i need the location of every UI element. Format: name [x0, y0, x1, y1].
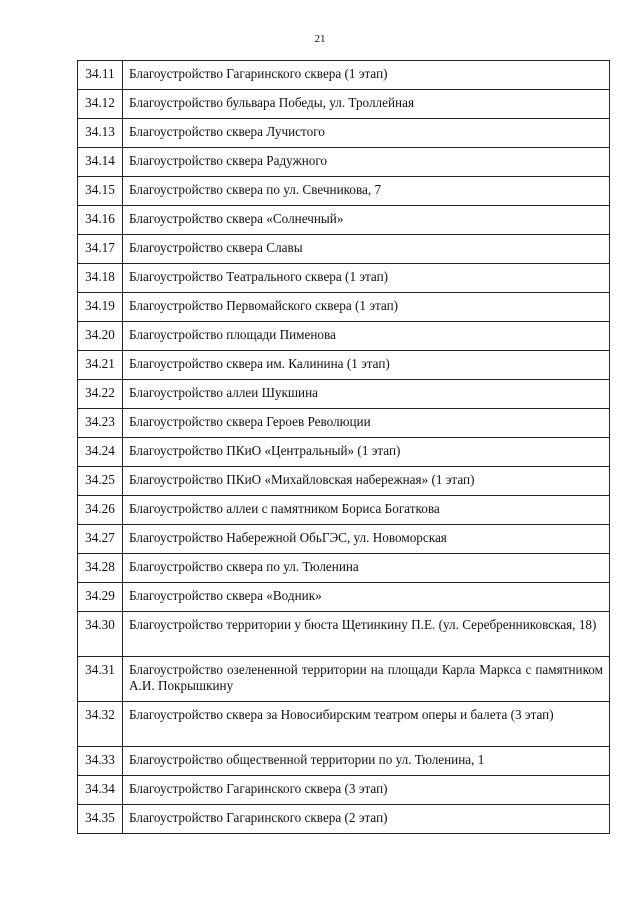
row-number: 34.35 [78, 805, 123, 834]
row-text: Благоустройство бульвара Победы, ул. Троллейная [123, 90, 610, 119]
row-text: Благоустройство сквера Лучистого [123, 119, 610, 148]
row-text: Благоустройство сквера по ул. Свечникова, 7 [123, 177, 610, 206]
table-row [78, 554, 610, 583]
row-text: Благоустройство аллеи с памятником Бориса Богаткова [123, 496, 610, 525]
row-number: 34.32 [78, 702, 123, 747]
row-number: 34.29 [78, 583, 123, 612]
table-row [78, 747, 610, 776]
row-number: 34.23 [78, 409, 123, 438]
table-row [78, 702, 610, 747]
row-number: 34.20 [78, 322, 123, 351]
row-number: 34.25 [78, 467, 123, 496]
table-row [78, 148, 610, 177]
row-text: Благоустройство площади Пименова [123, 322, 610, 351]
row-number: 34.17 [78, 235, 123, 264]
row-text: Благоустройство ПКиО «Михайловская набережная» (1 этап) [123, 467, 610, 496]
table-row [78, 322, 610, 351]
row-text: Благоустройство сквера им. Калинина (1 этап) [123, 351, 610, 380]
table-row [78, 612, 610, 657]
table-row [78, 119, 610, 148]
row-text: Благоустройство Набережной ОбьГЭС, ул. Новоморская [123, 525, 610, 554]
row-number: 34.34 [78, 776, 123, 805]
row-number: 34.22 [78, 380, 123, 409]
row-text: Благоустройство Гагаринского сквера (3 этап) [123, 776, 610, 805]
row-number: 34.18 [78, 264, 123, 293]
page-number: 21 [314, 33, 326, 45]
row-number: 34.33 [78, 747, 123, 776]
table-row [78, 235, 610, 264]
table-row [78, 657, 610, 702]
table-row [78, 206, 610, 235]
row-text: Благоустройство сквера за Новосибирским театром оперы и балета (3 этап) [123, 702, 610, 747]
row-text: Благоустройство Гагаринского сквера (2 этап) [123, 805, 610, 834]
table-row [78, 177, 610, 206]
table-row [78, 583, 610, 612]
table-row [78, 90, 610, 119]
row-number: 34.19 [78, 293, 123, 322]
row-number: 34.30 [78, 612, 123, 657]
row-text: Благоустройство ПКиО «Центральный» (1 этап) [123, 438, 610, 467]
table-row [78, 805, 610, 834]
row-number: 34.31 [78, 657, 123, 702]
table-row [78, 380, 610, 409]
table-row [78, 467, 610, 496]
row-text: Благоустройство сквера «Солнечный» [123, 206, 610, 235]
table-row [78, 61, 610, 90]
row-text: Благоустройство аллеи Шукшина [123, 380, 610, 409]
row-number: 34.24 [78, 438, 123, 467]
row-text: Благоустройство Первомайского сквера (1 этап) [123, 293, 610, 322]
row-text: Благоустройство сквера Славы [123, 235, 610, 264]
row-number: 34.21 [78, 351, 123, 380]
table-row [78, 525, 610, 554]
row-number: 34.28 [78, 554, 123, 583]
row-number: 34.26 [78, 496, 123, 525]
row-text: Благоустройство общественной территории по ул. Тюленина, 1 [123, 747, 610, 776]
row-number: 34.11 [78, 61, 123, 90]
row-number: 34.14 [78, 148, 123, 177]
row-text: Благоустройство сквера Радужного [123, 148, 610, 177]
table-row [78, 438, 610, 467]
row-number: 34.12 [78, 90, 123, 119]
row-text: Благоустройство озелененной территории на площади Карла Маркса с памятником А.И. Покрышкину [123, 657, 610, 702]
table-row [78, 293, 610, 322]
table-row [78, 776, 610, 805]
table-row [78, 409, 610, 438]
row-text: Благоустройство Театрального сквера (1 этап) [123, 264, 610, 293]
row-text: Благоустройство Гагаринского сквера (1 этап) [123, 61, 610, 90]
row-text: Благоустройство сквера Героев Революции [123, 409, 610, 438]
table-row [78, 264, 610, 293]
row-number: 34.15 [78, 177, 123, 206]
row-number: 34.13 [78, 119, 123, 148]
table-row [78, 496, 610, 525]
projects-table [77, 60, 610, 834]
row-text: Благоустройство территории у бюста Щетинкину П.Е. (ул. Серебренниковская, 18) [123, 612, 610, 657]
row-number: 34.16 [78, 206, 123, 235]
row-number: 34.27 [78, 525, 123, 554]
table-row [78, 351, 610, 380]
row-text: Благоустройство сквера по ул. Тюленина [123, 554, 610, 583]
row-text: Благоустройство сквера «Водник» [123, 583, 610, 612]
